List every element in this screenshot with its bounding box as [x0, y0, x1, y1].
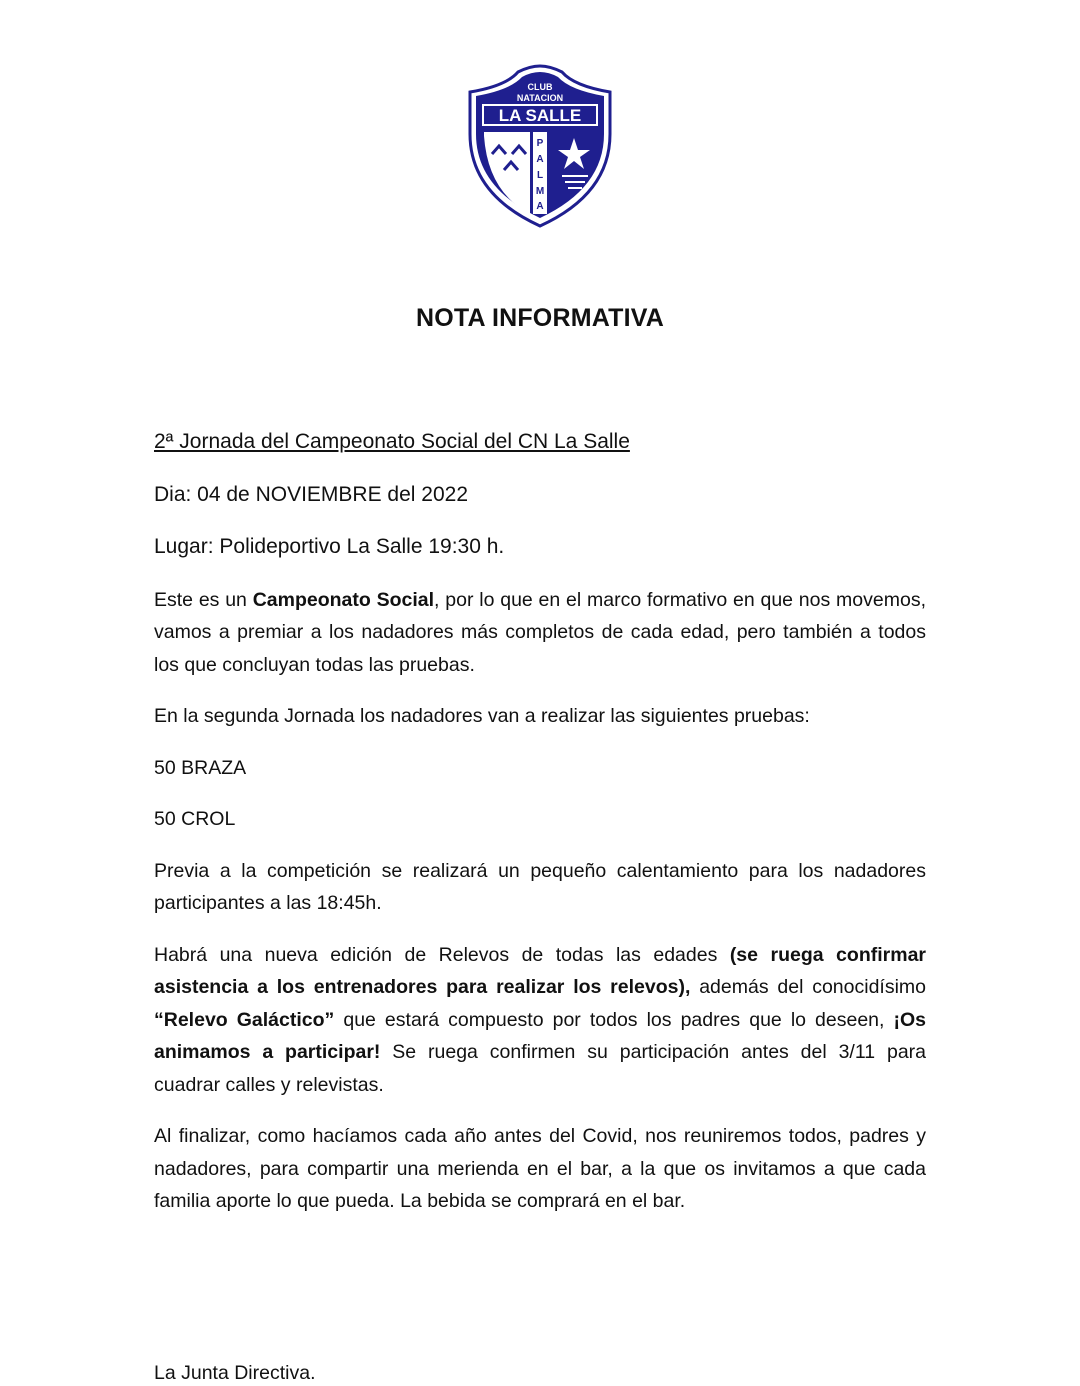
logo-line1: CLUB — [527, 82, 553, 92]
p4-text-c: además del conocidísimo — [690, 976, 927, 998]
logo-line2: NATACION — [516, 93, 564, 103]
place-line: Lugar: Polideportivo La Salle 19:30 h. — [154, 535, 505, 558]
p4-bold-confirm: (se ruega confirmar asistencia a los entrenadores para realizar los relevos), — [154, 943, 926, 998]
document-body — [154, 426, 926, 1237]
date-line: Dia: 04 de NOVIEMBRE del 2022 — [154, 482, 468, 506]
paragraph-relays — [154, 939, 926, 1102]
logo-letter-4: M — [535, 186, 545, 197]
p4-bold-relevo: “Relevo Galáctico” — [154, 1008, 335, 1031]
event-item: 50 CROL — [154, 808, 236, 830]
signature: La Junta Directiva. — [154, 1362, 316, 1384]
paragraph-intro — [154, 584, 926, 682]
p1-text-c: , por lo que en el marco formativo en que nos movemos, vamos a premiar a los nadadores más completos de cada edad, pero también a todos los que concluyan todas las pruebas. — [154, 588, 926, 676]
p1-text-a: Este es un — [154, 588, 253, 611]
paragraph-warmup: Previa a la competición se realizará un pequeño calentamiento para los nadadores participantes a las 18:45h. — [154, 859, 926, 914]
logo-line3: LA SALLE — [498, 106, 582, 125]
logo-letter-3: L — [536, 170, 544, 181]
event-heading: 2ª Jornada del Campeonato Social del CN La Salle — [154, 430, 630, 453]
event-item: 50 BRAZA — [154, 756, 247, 779]
logo-letter-1: P — [536, 138, 544, 149]
page-title: NOTA INFORMATIVA — [415, 304, 665, 332]
p4-text-g: Se ruega confirmen su participación antes del 3/11 para cuadrar calles y relevistas. — [154, 1041, 926, 1096]
club-logo — [466, 64, 614, 228]
p4-bold-animamos: ¡Os animamos a participar! — [154, 1008, 926, 1063]
logo-letter-5: A — [536, 201, 544, 212]
shield-logo-icon — [466, 64, 614, 228]
p4-text-a: Habrá una nueva edición de Relevos de todas las edades — [154, 943, 730, 966]
paragraph-events-intro: En la segunda Jornada los nadadores van a realizar las siguientes pruebas: — [154, 705, 810, 727]
p1-bold-campeonato: Campeonato Social — [252, 588, 435, 611]
logo-letter-2: A — [536, 154, 544, 165]
paragraph-snack: Al finalizar, como hacíamos cada año antes del Covid, nos reuniremos todos, padres y nadadores, para compartir una merienda en el bar, a la que os invitamos a que cada familia aporte lo que pueda. La bebida se comprará en el bar. — [154, 1125, 926, 1212]
p4-text-e: que estará compuesto por todos los padres que lo deseen, — [334, 1008, 894, 1031]
